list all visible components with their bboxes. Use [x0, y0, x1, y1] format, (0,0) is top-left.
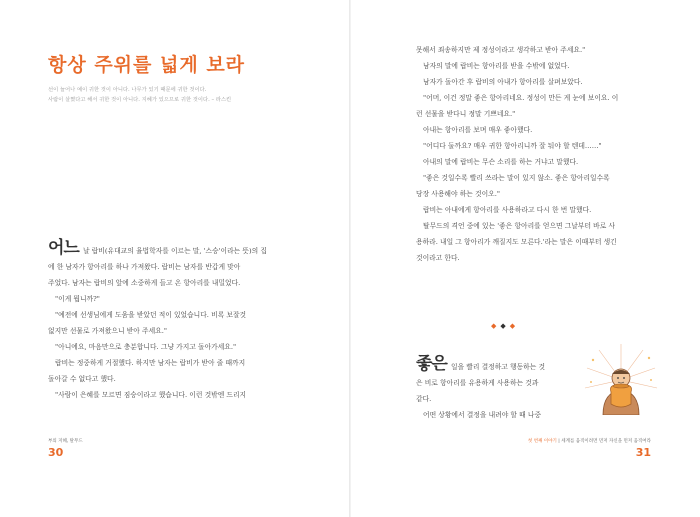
epigraph-quote [48, 85, 278, 105]
folio-chapter-text: | 세계를 움직이려면 먼저 자신을 먼저 움직여라 [556, 439, 651, 444]
drop-cap: 어느 [48, 238, 79, 258]
body-line: "사람이 은혜를 모르면 짐승이라고 했습니다. 이런 것밖엔 드리지 [55, 391, 247, 399]
body-line: "예전에 선생님에게 도움을 받았던 적이 있었습니다. 비록 보잘것 [55, 311, 247, 319]
body-line: 랍비는 정중하게 거절했다. 하지만 남자는 랍비가 받아 줄 때까지 [55, 359, 246, 367]
body-line: 은 비로 항아리를 유용하게 사용하는 것과 [416, 379, 539, 387]
left-page [0, 0, 349, 517]
right-body-text [416, 42, 678, 266]
chapter-title: 항상 주위를 넓게 보라 [48, 54, 246, 76]
diamond-icon: ◆ [500, 322, 510, 330]
body-line: 에 한 남자가 항아리를 하나 가져왔다. 랍비는 남자를 반갑게 맞아 [48, 263, 241, 271]
body-line: 런 선물을 받다니 정말 기쁘네요." [416, 110, 516, 118]
left-folio [48, 438, 83, 459]
body-line: "좋은 것일수록 빨리 쓰라는 말이 있지 않소. 좋은 항아리일수록 [423, 174, 610, 182]
body-line: 랍비는 아내에게 항아리를 사용하라고 다시 한 번 말했다. [423, 206, 592, 214]
body-line: 당장 사용해야 하는 것이오." [416, 190, 500, 198]
body-line: 용하라. 내일 그 항아리가 깨질지도 모른다.'라는 말은 이때부터 생긴 [416, 238, 617, 246]
body-line: "어머, 이건 정말 좋은 항아리네요. 정성이 만든 게 눈에 보이요. 이 [423, 94, 619, 102]
quote-line: 사람이 살쪘다고 해서 귀한 것이 아니다. 지혜가 있으므로 귀한 것이다. – 라스킨 [48, 97, 232, 103]
first-paragraph-line [48, 240, 316, 259]
body-line: 주었다. 남자는 랍비의 앞에 소중하게 들고 온 항아리를 내밀었다. [48, 279, 241, 287]
body-line: 못해서 죄송하지만 제 정성이라고 생각하고 받아 주세요." [416, 46, 586, 54]
drop-cap: 좋은 [416, 354, 447, 374]
quote-line: 선이 늘어나 예이 귀한 것이 아니다. 나무가 있기 때문에 귀한 것이다. [48, 87, 207, 93]
folio-book-title: 부의 지혜, 탈무드 [48, 439, 83, 444]
man-holding-jar-illustration [581, 340, 661, 415]
body-line: 돌아갈 수 없다고 했다. [48, 375, 116, 383]
body-line: 없지만 선물로 가져왔으니 받아 주세요." [48, 327, 167, 335]
body-line: 탈무드의 격언 중에 있는 '좋은 항아리를 얻으면 그날부터 바로 사 [423, 222, 616, 230]
diamond-icon: ◆ [491, 322, 501, 330]
body-line: 같다. [416, 395, 432, 403]
right-folio [528, 438, 651, 459]
body-line: 날 랍비(유대교의 율법학자를 이르는 말, '스승'이라는 뜻)의 집 [80, 247, 267, 255]
body-line: 아내의 말에 랍비는 무슨 소리를 하는 거냐고 말했다. [423, 158, 579, 166]
body-line: "이게 뭡니까?" [55, 295, 100, 303]
folio-chapter-label: 첫 번째 이야기 [527, 439, 557, 444]
left-body-text [48, 240, 316, 403]
folio-chapter-title [528, 438, 651, 444]
right-page [351, 0, 700, 517]
body-line: 남자가 돌아간 후 랍비의 아내가 항아리를 살펴보았다. [423, 78, 583, 86]
body-line: 일을 빨리 결정하고 행동하는 것 [448, 363, 546, 371]
body-line: 남자의 말에 랍비는 항아리를 받을 수밖에 없었다. [423, 62, 570, 70]
page-number: 31 [635, 446, 651, 459]
body-line: "아니에요, 마음만으로 충분합니다. 그냥 가지고 돌아가세요." [55, 343, 237, 351]
body-line: 것이라고 한다. [416, 254, 460, 262]
body-line: 어떤 상황에서 결정을 내려야 할 때 나중 [423, 411, 542, 419]
section-divider [491, 322, 519, 330]
diamond-icon: ◆ [509, 322, 520, 330]
body-line: "어디다 둘까요? 매우 귀한 항아리니까 잘 둬야 할 텐데……" [423, 142, 602, 150]
body-line: 아내는 항아리를 보며 매우 좋아했다. [423, 126, 533, 134]
page-number: 30 [48, 446, 64, 459]
